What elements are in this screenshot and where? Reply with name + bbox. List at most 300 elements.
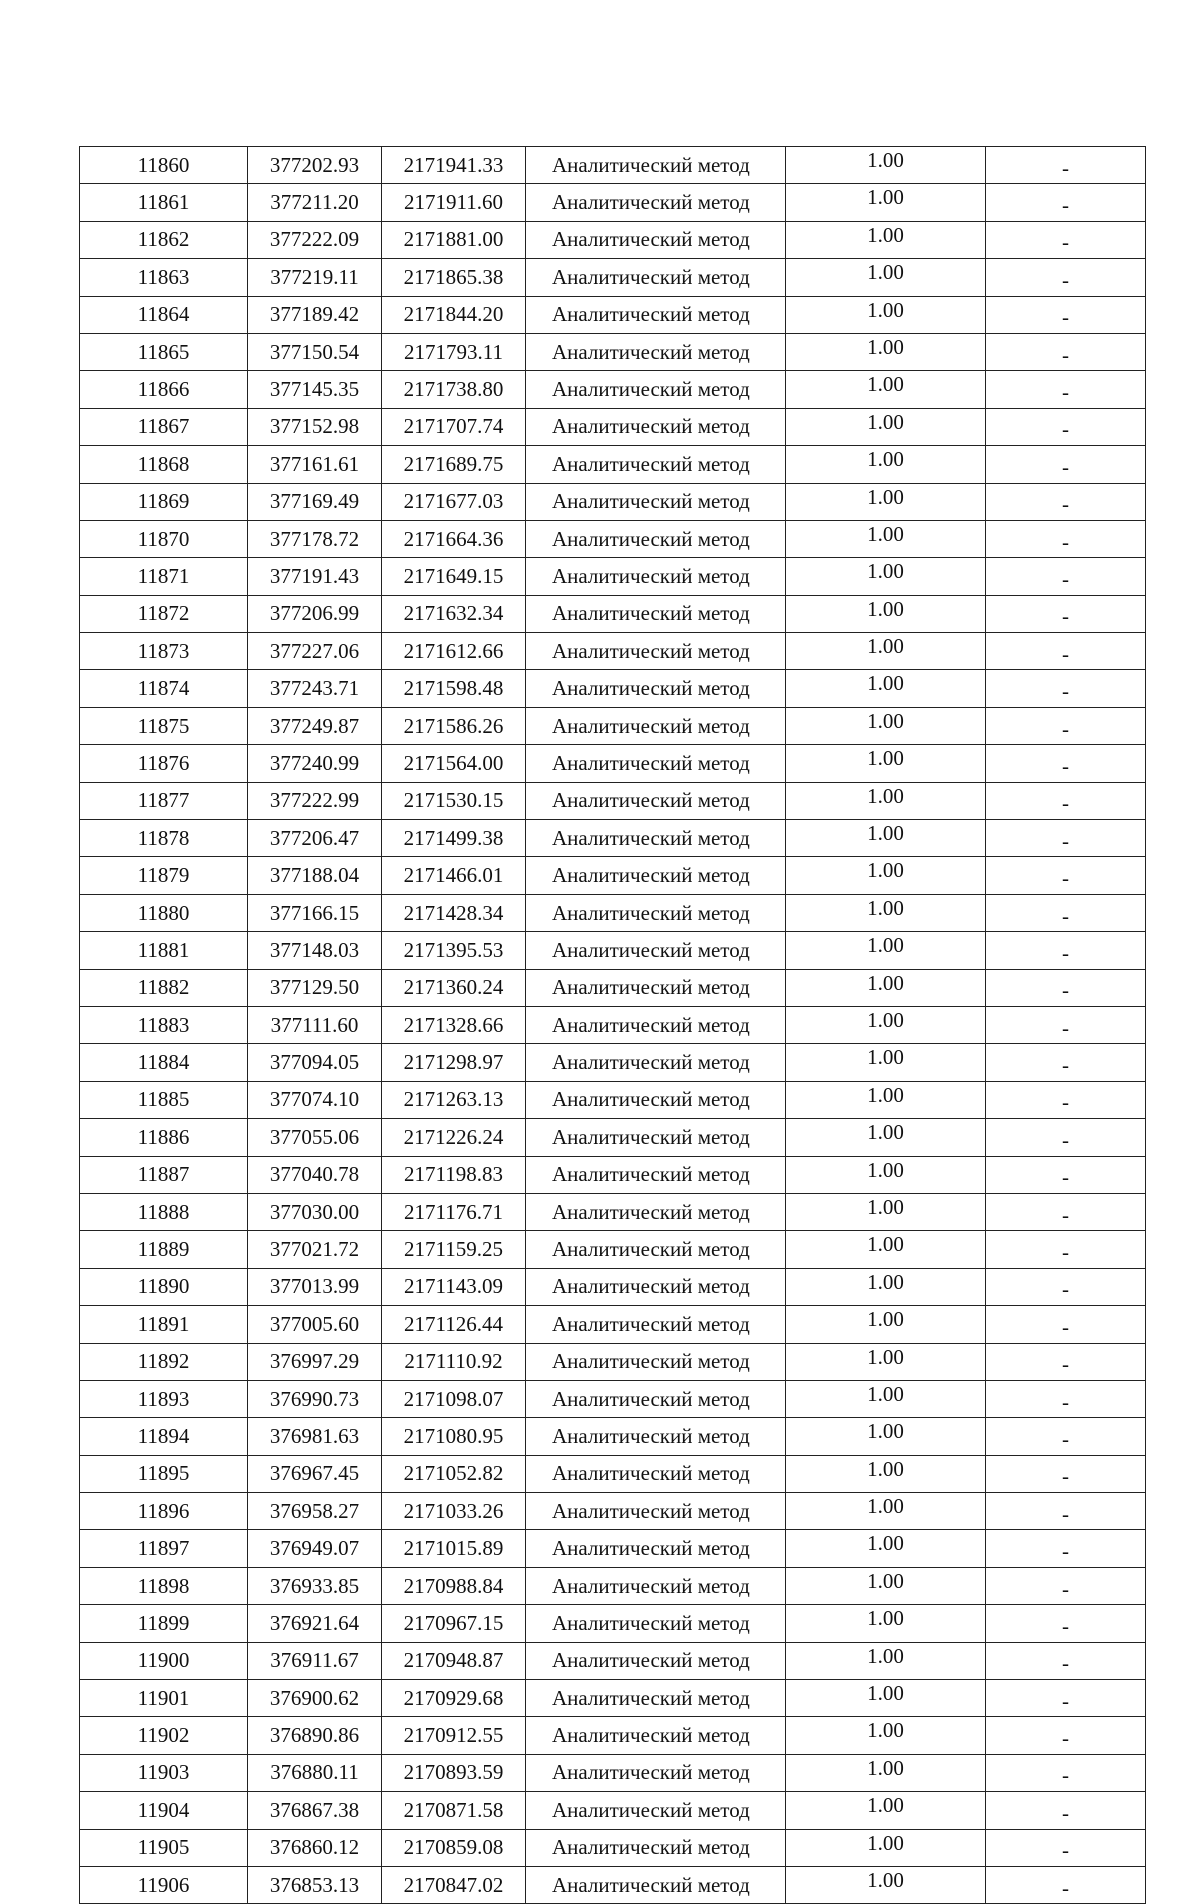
method-cell: Аналитический метод (526, 820, 786, 857)
method-cell: Аналитический метод (526, 969, 786, 1006)
x-coordinate-cell: 377055.06 (248, 1119, 382, 1156)
y-coordinate-cell: 2171159.25 (382, 1231, 526, 1268)
note-cell: - (986, 932, 1146, 969)
accuracy-cell: 1.00 (786, 483, 986, 520)
x-coordinate-cell: 377152.98 (248, 408, 382, 445)
accuracy-cell: 1.00 (786, 1343, 986, 1380)
table-row (80, 1493, 1146, 1530)
x-coordinate-cell: 376990.73 (248, 1380, 382, 1417)
table-row (80, 1455, 1146, 1492)
method-cell: Аналитический метод (526, 1380, 786, 1417)
note-cell: - (986, 446, 1146, 483)
y-coordinate-cell: 2171793.11 (382, 333, 526, 370)
table-row (80, 707, 1146, 744)
method-cell: Аналитический метод (526, 184, 786, 221)
point-number-cell: 11905 (80, 1829, 248, 1866)
x-coordinate-cell: 377227.06 (248, 633, 382, 670)
point-number-cell: 11904 (80, 1792, 248, 1829)
x-coordinate-cell: 376890.86 (248, 1717, 382, 1754)
method-cell: Аналитический метод (526, 1231, 786, 1268)
y-coordinate-cell: 2170912.55 (382, 1717, 526, 1754)
y-coordinate-cell: 2171428.34 (382, 894, 526, 931)
x-coordinate-cell: 376853.13 (248, 1866, 382, 1903)
point-number-cell: 11862 (80, 221, 248, 258)
method-cell: Аналитический метод (526, 1306, 786, 1343)
x-coordinate-cell: 377166.15 (248, 894, 382, 931)
y-coordinate-cell: 2171328.66 (382, 1006, 526, 1043)
table-row (80, 745, 1146, 782)
note-cell: - (986, 1754, 1146, 1791)
method-cell: Аналитический метод (526, 1829, 786, 1866)
accuracy-cell: 1.00 (786, 633, 986, 670)
table-row (80, 446, 1146, 483)
note-cell: - (986, 857, 1146, 894)
table-row (80, 1380, 1146, 1417)
point-number-cell: 11863 (80, 259, 248, 296)
note-cell: - (986, 1193, 1146, 1230)
table-row (80, 1530, 1146, 1567)
point-number-cell: 11877 (80, 782, 248, 819)
table-row (80, 1754, 1146, 1791)
point-number-cell: 11888 (80, 1193, 248, 1230)
note-cell: - (986, 1268, 1146, 1305)
x-coordinate-cell: 377222.99 (248, 782, 382, 819)
accuracy-cell: 1.00 (786, 1268, 986, 1305)
y-coordinate-cell: 2171033.26 (382, 1493, 526, 1530)
method-cell: Аналитический метод (526, 371, 786, 408)
accuracy-cell: 1.00 (786, 782, 986, 819)
point-number-cell: 11870 (80, 520, 248, 557)
accuracy-cell: 1.00 (786, 296, 986, 333)
y-coordinate-cell: 2171881.00 (382, 221, 526, 258)
y-coordinate-cell: 2171632.34 (382, 595, 526, 632)
note-cell: - (986, 259, 1146, 296)
y-coordinate-cell: 2171707.74 (382, 408, 526, 445)
note-cell: - (986, 408, 1146, 445)
note-cell: - (986, 184, 1146, 221)
x-coordinate-cell: 376900.62 (248, 1680, 382, 1717)
x-coordinate-cell: 376911.67 (248, 1642, 382, 1679)
note-cell: - (986, 1156, 1146, 1193)
accuracy-cell: 1.00 (786, 670, 986, 707)
point-number-cell: 11861 (80, 184, 248, 221)
table-row (80, 520, 1146, 557)
note-cell: - (986, 1418, 1146, 1455)
method-cell: Аналитический метод (526, 408, 786, 445)
y-coordinate-cell: 2171052.82 (382, 1455, 526, 1492)
point-number-cell: 11875 (80, 707, 248, 744)
table-row (80, 969, 1146, 1006)
point-number-cell: 11901 (80, 1680, 248, 1717)
y-coordinate-cell: 2171689.75 (382, 446, 526, 483)
y-coordinate-cell: 2171015.89 (382, 1530, 526, 1567)
note-cell: - (986, 1792, 1146, 1829)
method-cell: Аналитический метод (526, 1605, 786, 1642)
y-coordinate-cell: 2171395.53 (382, 932, 526, 969)
table-row (80, 820, 1146, 857)
note-cell: - (986, 1493, 1146, 1530)
note-cell: - (986, 1717, 1146, 1754)
y-coordinate-cell: 2171466.01 (382, 857, 526, 894)
point-number-cell: 11868 (80, 446, 248, 483)
accuracy-cell: 1.00 (786, 1006, 986, 1043)
note-cell: - (986, 333, 1146, 370)
method-cell: Аналитический метод (526, 1493, 786, 1530)
y-coordinate-cell: 2171598.48 (382, 670, 526, 707)
note-cell: - (986, 670, 1146, 707)
y-coordinate-cell: 2170859.08 (382, 1829, 526, 1866)
y-coordinate-cell: 2171298.97 (382, 1044, 526, 1081)
point-number-cell: 11898 (80, 1567, 248, 1604)
table-row (80, 782, 1146, 819)
x-coordinate-cell: 376967.45 (248, 1455, 382, 1492)
point-number-cell: 11882 (80, 969, 248, 1006)
accuracy-cell: 1.00 (786, 1418, 986, 1455)
accuracy-cell: 1.00 (786, 147, 986, 184)
accuracy-cell: 1.00 (786, 1081, 986, 1118)
method-cell: Аналитический метод (526, 782, 786, 819)
y-coordinate-cell: 2171110.92 (382, 1343, 526, 1380)
method-cell: Аналитический метод (526, 1193, 786, 1230)
table-row (80, 1119, 1146, 1156)
y-coordinate-cell: 2170948.87 (382, 1642, 526, 1679)
method-cell: Аналитический метод (526, 558, 786, 595)
table-row (80, 1829, 1146, 1866)
table-row (80, 1156, 1146, 1193)
method-cell: Аналитический метод (526, 1754, 786, 1791)
table-row (80, 1680, 1146, 1717)
table-row (80, 1567, 1146, 1604)
x-coordinate-cell: 377202.93 (248, 147, 382, 184)
y-coordinate-cell: 2170967.15 (382, 1605, 526, 1642)
x-coordinate-cell: 377188.04 (248, 857, 382, 894)
point-number-cell: 11883 (80, 1006, 248, 1043)
point-number-cell: 11902 (80, 1717, 248, 1754)
x-coordinate-cell: 376880.11 (248, 1754, 382, 1791)
accuracy-cell: 1.00 (786, 1119, 986, 1156)
point-number-cell: 11896 (80, 1493, 248, 1530)
x-coordinate-cell: 377169.49 (248, 483, 382, 520)
y-coordinate-cell: 2171911.60 (382, 184, 526, 221)
y-coordinate-cell: 2171586.26 (382, 707, 526, 744)
x-coordinate-cell: 377005.60 (248, 1306, 382, 1343)
y-coordinate-cell: 2171098.07 (382, 1380, 526, 1417)
note-cell: - (986, 1642, 1146, 1679)
y-coordinate-cell: 2171677.03 (382, 483, 526, 520)
method-cell: Аналитический метод (526, 1343, 786, 1380)
method-cell: Аналитический метод (526, 1530, 786, 1567)
accuracy-cell: 1.00 (786, 1605, 986, 1642)
point-number-cell: 11906 (80, 1866, 248, 1903)
x-coordinate-cell: 377211.20 (248, 184, 382, 221)
accuracy-cell: 1.00 (786, 857, 986, 894)
note-cell: - (986, 1044, 1146, 1081)
accuracy-cell: 1.00 (786, 1493, 986, 1530)
x-coordinate-cell: 377189.42 (248, 296, 382, 333)
table-row (80, 633, 1146, 670)
accuracy-cell: 1.00 (786, 1231, 986, 1268)
method-cell: Аналитический метод (526, 707, 786, 744)
accuracy-cell: 1.00 (786, 1642, 986, 1679)
x-coordinate-cell: 377161.61 (248, 446, 382, 483)
point-number-cell: 11865 (80, 333, 248, 370)
point-number-cell: 11884 (80, 1044, 248, 1081)
table-row (80, 1268, 1146, 1305)
point-number-cell: 11894 (80, 1418, 248, 1455)
coordinates-table-body (80, 147, 1146, 1904)
accuracy-cell: 1.00 (786, 558, 986, 595)
point-number-cell: 11893 (80, 1380, 248, 1417)
y-coordinate-cell: 2171738.80 (382, 371, 526, 408)
note-cell: - (986, 1081, 1146, 1118)
point-number-cell: 11903 (80, 1754, 248, 1791)
method-cell: Аналитический метод (526, 147, 786, 184)
y-coordinate-cell: 2171649.15 (382, 558, 526, 595)
method-cell: Аналитический метод (526, 857, 786, 894)
accuracy-cell: 1.00 (786, 1193, 986, 1230)
note-cell: - (986, 1343, 1146, 1380)
table-row (80, 1231, 1146, 1268)
method-cell: Аналитический метод (526, 633, 786, 670)
accuracy-cell: 1.00 (786, 408, 986, 445)
accuracy-cell: 1.00 (786, 1044, 986, 1081)
y-coordinate-cell: 2171263.13 (382, 1081, 526, 1118)
method-cell: Аналитический метод (526, 894, 786, 931)
y-coordinate-cell: 2170929.68 (382, 1680, 526, 1717)
x-coordinate-cell: 377094.05 (248, 1044, 382, 1081)
table-row (80, 147, 1146, 184)
accuracy-cell: 1.00 (786, 1829, 986, 1866)
x-coordinate-cell: 377145.35 (248, 371, 382, 408)
y-coordinate-cell: 2171126.44 (382, 1306, 526, 1343)
method-cell: Аналитический метод (526, 595, 786, 632)
x-coordinate-cell: 377129.50 (248, 969, 382, 1006)
point-number-cell: 11873 (80, 633, 248, 670)
x-coordinate-cell: 377111.60 (248, 1006, 382, 1043)
note-cell: - (986, 1866, 1146, 1903)
x-coordinate-cell: 376933.85 (248, 1567, 382, 1604)
table-row (80, 483, 1146, 520)
x-coordinate-cell: 377206.99 (248, 595, 382, 632)
y-coordinate-cell: 2171941.33 (382, 147, 526, 184)
method-cell: Аналитический метод (526, 333, 786, 370)
accuracy-cell: 1.00 (786, 1754, 986, 1791)
accuracy-cell: 1.00 (786, 184, 986, 221)
method-cell: Аналитический метод (526, 296, 786, 333)
note-cell: - (986, 1306, 1146, 1343)
x-coordinate-cell: 377219.11 (248, 259, 382, 296)
method-cell: Аналитический метод (526, 1156, 786, 1193)
note-cell: - (986, 633, 1146, 670)
table-row (80, 1081, 1146, 1118)
method-cell: Аналитический метод (526, 1680, 786, 1717)
x-coordinate-cell: 376867.38 (248, 1792, 382, 1829)
point-number-cell: 11887 (80, 1156, 248, 1193)
accuracy-cell: 1.00 (786, 894, 986, 931)
method-cell: Аналитический метод (526, 520, 786, 557)
accuracy-cell: 1.00 (786, 932, 986, 969)
note-cell: - (986, 1231, 1146, 1268)
x-coordinate-cell: 377040.78 (248, 1156, 382, 1193)
x-coordinate-cell: 376997.29 (248, 1343, 382, 1380)
y-coordinate-cell: 2171143.09 (382, 1268, 526, 1305)
note-cell: - (986, 595, 1146, 632)
point-number-cell: 11890 (80, 1268, 248, 1305)
note-cell: - (986, 1006, 1146, 1043)
table-row (80, 1717, 1146, 1754)
x-coordinate-cell: 377243.71 (248, 670, 382, 707)
method-cell: Аналитический метод (526, 1567, 786, 1604)
y-coordinate-cell: 2171612.66 (382, 633, 526, 670)
method-cell: Аналитический метод (526, 1044, 786, 1081)
note-cell: - (986, 1455, 1146, 1492)
point-number-cell: 11886 (80, 1119, 248, 1156)
point-number-cell: 11871 (80, 558, 248, 595)
table-row (80, 184, 1146, 221)
coordinates-table (79, 146, 1146, 1904)
accuracy-cell: 1.00 (786, 745, 986, 782)
table-row (80, 558, 1146, 595)
table-row (80, 1193, 1146, 1230)
table-row (80, 1792, 1146, 1829)
y-coordinate-cell: 2171360.24 (382, 969, 526, 1006)
point-number-cell: 11895 (80, 1455, 248, 1492)
table-row (80, 595, 1146, 632)
method-cell: Аналитический метод (526, 221, 786, 258)
accuracy-cell: 1.00 (786, 1680, 986, 1717)
x-coordinate-cell: 377206.47 (248, 820, 382, 857)
y-coordinate-cell: 2171080.95 (382, 1418, 526, 1455)
y-coordinate-cell: 2171530.15 (382, 782, 526, 819)
accuracy-cell: 1.00 (786, 1306, 986, 1343)
point-number-cell: 11900 (80, 1642, 248, 1679)
note-cell: - (986, 1380, 1146, 1417)
method-cell: Аналитический метод (526, 1268, 786, 1305)
accuracy-cell: 1.00 (786, 446, 986, 483)
x-coordinate-cell: 377074.10 (248, 1081, 382, 1118)
point-number-cell: 11874 (80, 670, 248, 707)
y-coordinate-cell: 2171664.36 (382, 520, 526, 557)
accuracy-cell: 1.00 (786, 1866, 986, 1903)
point-number-cell: 11899 (80, 1605, 248, 1642)
x-coordinate-cell: 377030.00 (248, 1193, 382, 1230)
x-coordinate-cell: 376949.07 (248, 1530, 382, 1567)
x-coordinate-cell: 376981.63 (248, 1418, 382, 1455)
y-coordinate-cell: 2171844.20 (382, 296, 526, 333)
method-cell: Аналитический метод (526, 1792, 786, 1829)
table-row (80, 371, 1146, 408)
point-number-cell: 11866 (80, 371, 248, 408)
method-cell: Аналитический метод (526, 932, 786, 969)
method-cell: Аналитический метод (526, 1866, 786, 1903)
x-coordinate-cell: 377178.72 (248, 520, 382, 557)
x-coordinate-cell: 377191.43 (248, 558, 382, 595)
accuracy-cell: 1.00 (786, 1530, 986, 1567)
accuracy-cell: 1.00 (786, 1455, 986, 1492)
y-coordinate-cell: 2171499.38 (382, 820, 526, 857)
accuracy-cell: 1.00 (786, 259, 986, 296)
note-cell: - (986, 1605, 1146, 1642)
x-coordinate-cell: 377249.87 (248, 707, 382, 744)
method-cell: Аналитический метод (526, 1418, 786, 1455)
table-row (80, 1343, 1146, 1380)
method-cell: Аналитический метод (526, 1119, 786, 1156)
method-cell: Аналитический метод (526, 1717, 786, 1754)
accuracy-cell: 1.00 (786, 333, 986, 370)
table-row (80, 932, 1146, 969)
note-cell: - (986, 745, 1146, 782)
point-number-cell: 11892 (80, 1343, 248, 1380)
x-coordinate-cell: 376860.12 (248, 1829, 382, 1866)
note-cell: - (986, 1829, 1146, 1866)
method-cell: Аналитический метод (526, 1642, 786, 1679)
accuracy-cell: 1.00 (786, 1717, 986, 1754)
point-number-cell: 11876 (80, 745, 248, 782)
y-coordinate-cell: 2170871.58 (382, 1792, 526, 1829)
note-cell: - (986, 820, 1146, 857)
method-cell: Аналитический метод (526, 1455, 786, 1492)
table-row (80, 1866, 1146, 1903)
accuracy-cell: 1.00 (786, 595, 986, 632)
table-row (80, 1044, 1146, 1081)
note-cell: - (986, 296, 1146, 333)
point-number-cell: 11885 (80, 1081, 248, 1118)
y-coordinate-cell: 2170893.59 (382, 1754, 526, 1791)
accuracy-cell: 1.00 (786, 520, 986, 557)
point-number-cell: 11879 (80, 857, 248, 894)
table-row (80, 221, 1146, 258)
method-cell: Аналитический метод (526, 483, 786, 520)
note-cell: - (986, 221, 1146, 258)
method-cell: Аналитический метод (526, 446, 786, 483)
x-coordinate-cell: 377021.72 (248, 1231, 382, 1268)
note-cell: - (986, 969, 1146, 1006)
note-cell: - (986, 558, 1146, 595)
point-number-cell: 11864 (80, 296, 248, 333)
point-number-cell: 11860 (80, 147, 248, 184)
note-cell: - (986, 371, 1146, 408)
note-cell: - (986, 1567, 1146, 1604)
table-row (80, 1418, 1146, 1455)
accuracy-cell: 1.00 (786, 820, 986, 857)
table-row (80, 1006, 1146, 1043)
point-number-cell: 11897 (80, 1530, 248, 1567)
accuracy-cell: 1.00 (786, 1567, 986, 1604)
y-coordinate-cell: 2171176.71 (382, 1193, 526, 1230)
y-coordinate-cell: 2171564.00 (382, 745, 526, 782)
table-row (80, 333, 1146, 370)
point-number-cell: 11891 (80, 1306, 248, 1343)
x-coordinate-cell: 377222.09 (248, 221, 382, 258)
note-cell: - (986, 707, 1146, 744)
x-coordinate-cell: 377148.03 (248, 932, 382, 969)
accuracy-cell: 1.00 (786, 969, 986, 1006)
accuracy-cell: 1.00 (786, 707, 986, 744)
x-coordinate-cell: 376921.64 (248, 1605, 382, 1642)
point-number-cell: 11872 (80, 595, 248, 632)
point-number-cell: 11867 (80, 408, 248, 445)
point-number-cell: 11878 (80, 820, 248, 857)
note-cell: - (986, 1530, 1146, 1567)
accuracy-cell: 1.00 (786, 371, 986, 408)
note-cell: - (986, 1119, 1146, 1156)
accuracy-cell: 1.00 (786, 221, 986, 258)
note-cell: - (986, 1680, 1146, 1717)
y-coordinate-cell: 2171198.83 (382, 1156, 526, 1193)
y-coordinate-cell: 2171226.24 (382, 1119, 526, 1156)
method-cell: Аналитический метод (526, 1006, 786, 1043)
note-cell: - (986, 894, 1146, 931)
